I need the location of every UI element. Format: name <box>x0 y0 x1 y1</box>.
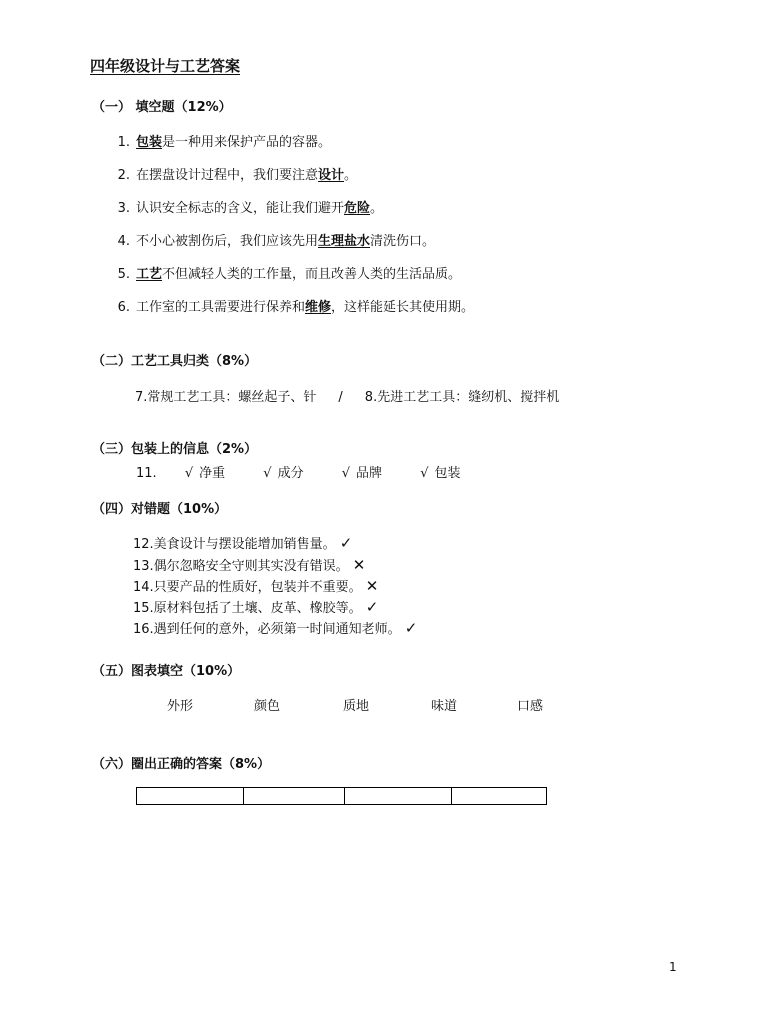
check-item-label: 成分 <box>277 466 304 481</box>
question-text-pre: 工作室的工具需要进行保养和 <box>136 300 306 315</box>
package-info-row <box>136 462 495 481</box>
check-item <box>185 462 225 481</box>
question-text-post: 是一种用来保护产品的容器。 <box>162 135 332 150</box>
question-1 <box>108 131 331 150</box>
question-number: 5. <box>117 267 130 282</box>
section-5-heading: （五）图表填空（10%） <box>92 664 241 679</box>
page-number: 1 <box>669 960 677 974</box>
chart-fill-item: 颜色 <box>254 699 281 714</box>
answer: 维修 <box>305 300 332 315</box>
wrong-mark-icon: ✕ <box>352 556 366 574</box>
question-text-pre: 在摆盘设计过程中，我们要注意 <box>136 168 319 183</box>
chart-fill-item: 味道 <box>431 699 458 714</box>
tool-classification-row <box>135 386 559 405</box>
true-false-item <box>133 555 365 574</box>
check-icon: √ <box>184 466 194 481</box>
answer: 设计 <box>318 168 345 183</box>
question-number: 1. <box>117 135 130 150</box>
answer-cell <box>244 788 345 805</box>
true-false-item <box>133 533 352 552</box>
section-1-heading: （一） 填空题（12%） <box>92 100 232 115</box>
page-title: 四年级设计与工艺答案 <box>90 57 241 75</box>
check-icon: √ <box>341 466 351 481</box>
check-icon: √ <box>263 466 272 481</box>
section-6-heading: （六）圈出正确的答案（8%） <box>92 757 271 772</box>
statement-text: 13.偶尔忽略安全守则其实没有错误。 <box>133 559 349 574</box>
question-text-pre: 认识安全标志的含义，能让我们避开 <box>136 201 345 216</box>
section-3-heading: （三）包装上的信息（2%） <box>92 442 258 457</box>
check-item <box>420 462 460 481</box>
answer: 生理盐水 <box>318 234 371 249</box>
check-item-label: 品牌 <box>356 466 383 481</box>
correct-mark-icon: ✓ <box>404 619 418 637</box>
statement-text: 16.遇到任何的意外，必须第一时间通知老师。 <box>133 622 401 637</box>
chart-fill-item: 外形 <box>167 699 194 714</box>
answer-cell <box>345 788 452 805</box>
question-number: 6. <box>117 300 130 315</box>
true-false-item <box>133 576 378 595</box>
answer-grid <box>136 787 547 805</box>
advanced-tools-answer: 8.先进工艺工具：缝纫机、搅拌机 <box>364 390 560 405</box>
check-item <box>342 462 382 481</box>
answer: 危险 <box>344 201 371 216</box>
check-icon: √ <box>420 466 429 481</box>
separator: / <box>338 390 343 405</box>
check-item <box>263 462 303 481</box>
question-number: 11. <box>136 466 157 481</box>
question-text-post: ，这样能延长其使用期。 <box>331 300 475 315</box>
statement-text: 14.只要产品的性质好，包装并不重要。 <box>133 580 362 595</box>
question-3 <box>108 197 383 216</box>
question-5 <box>108 263 461 282</box>
answer: 包装 <box>136 135 163 150</box>
true-false-item <box>133 597 378 616</box>
question-text-post: 不但减轻人类的工作量，而且改善人类的生活品质。 <box>162 267 462 282</box>
section-4-heading: （四）对错题（10%） <box>92 502 228 517</box>
question-2 <box>108 164 357 183</box>
answer: 工艺 <box>136 267 163 282</box>
chart-fill-item: 质地 <box>343 699 370 714</box>
section-2-heading: （二）工艺工具归类（8%） <box>92 354 258 369</box>
correct-mark-icon: ✓ <box>365 598 379 616</box>
answer-cell <box>137 788 244 805</box>
check-item-label: 包装 <box>434 466 461 481</box>
correct-mark-icon: ✓ <box>339 534 353 552</box>
question-number: 3. <box>117 201 130 216</box>
question-number: 4. <box>117 234 130 249</box>
question-text-post: 清洗伤口。 <box>370 234 436 249</box>
regular-tools-answer: 7.常规工艺工具：螺丝起子、针 <box>135 390 317 405</box>
chart-fill-item: 口感 <box>517 699 544 714</box>
question-text-post: 。 <box>370 201 384 216</box>
question-6 <box>108 296 474 315</box>
question-text-pre: 不小心被割伤后，我们应该先用 <box>136 234 319 249</box>
question-text-post: 。 <box>344 168 358 183</box>
question-4 <box>108 230 435 249</box>
question-number: 2. <box>117 168 130 183</box>
true-false-item <box>133 618 417 637</box>
check-item-label: 净重 <box>199 466 226 481</box>
wrong-mark-icon: ✕ <box>365 577 379 595</box>
statement-text: 12.美食设计与摆设能增加销售量。 <box>133 537 336 552</box>
statement-text: 15.原材料包括了土壤、皮革、橡胶等。 <box>133 601 362 616</box>
answer-cell <box>452 788 547 805</box>
